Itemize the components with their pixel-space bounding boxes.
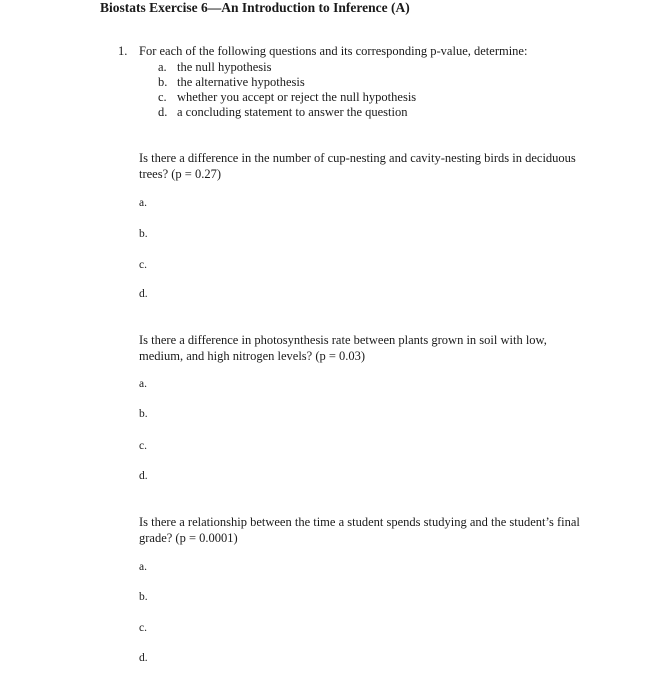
question-3-text: Is there a relationship between the time a student spends studying and the student’s final grade? (p = 0.0001) (139, 515, 580, 545)
sub-item-letter: d. (158, 105, 168, 119)
sub-item-letter: a. (158, 60, 167, 74)
sub-item (158, 105, 408, 120)
sub-item-text: the null hypothesis (177, 60, 272, 74)
sub-item-text: the alternative hypothesis (177, 75, 305, 89)
question-1-answer-c: c. (139, 259, 147, 271)
sub-item-text: whether you accept or reject the null hypothesis (177, 90, 417, 104)
sub-item-letter: b. (158, 75, 168, 89)
question-1-answer-d: d. (139, 288, 148, 300)
problem-number: 1. (118, 44, 128, 58)
question-3-answer-b: b. (139, 591, 148, 603)
question-3-answer-c: c. (139, 622, 147, 634)
sub-item-text: a concluding statement to answer the question (177, 105, 408, 119)
sub-item (158, 75, 305, 90)
question-1-text: Is there a difference in the number of cup-nesting and cavity-nesting birds in deciduous trees? (p = 0.27) (139, 151, 576, 181)
page-title: Biostats Exercise 6—An Introduction to Inference (A) (100, 0, 410, 15)
question-1-answer-b: b. (139, 228, 148, 240)
question-2-answer-a: a. (139, 378, 147, 390)
sub-item-letter: c. (158, 90, 167, 104)
sub-item (158, 90, 416, 105)
question-1-answer-a: a. (139, 197, 147, 209)
question-3-answer-a: a. (139, 561, 147, 573)
question-2-answer-b: b. (139, 408, 148, 420)
question-3-answer-d: d. (139, 652, 148, 664)
problem-instruction: For each of the following questions and its corresponding p-value, determine: (139, 44, 528, 58)
question-2-text: Is there a difference in photosynthesis rate between plants grown in soil with low, medium, and high nitrogen levels? (p = 0.03) (139, 333, 547, 363)
question-2-answer-d: d. (139, 470, 148, 482)
sub-item (158, 60, 271, 75)
question-2-answer-c: c. (139, 440, 147, 452)
